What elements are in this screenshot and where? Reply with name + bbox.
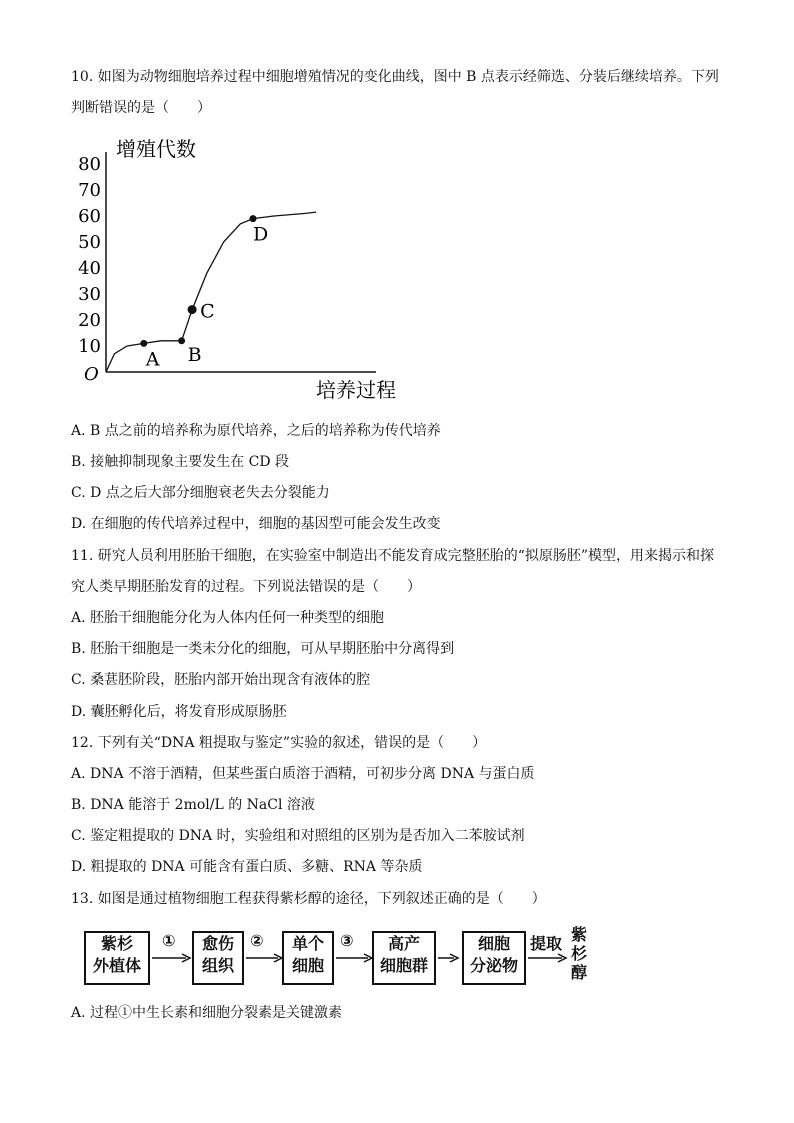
flow-step-1-label: ① xyxy=(162,931,176,950)
y-tick-label-40: 40 xyxy=(78,258,101,279)
y-tick-label-60: 60 xyxy=(78,206,101,227)
q11-stem-line2: 究人类早期胚胎发育的过程。下列说法错误的是（ ） xyxy=(71,579,421,595)
flow-box-explant xyxy=(84,931,150,985)
proliferation-chart xyxy=(70,130,430,410)
flow-box-explant-line2: 外植体 xyxy=(92,956,141,975)
flow-product-taxol xyxy=(568,925,590,982)
flow-box-callus-line2: 组织 xyxy=(201,956,234,975)
flow-step-extract-label: 提取 xyxy=(530,934,563,953)
flow-box-secretion-line2: 分泌物 xyxy=(469,956,518,975)
point-label-A: A xyxy=(145,348,160,371)
growth-curve xyxy=(106,212,316,372)
flow-step-3-label: ③ xyxy=(340,931,354,950)
flow-box-high-yield-line1: 高产 xyxy=(387,934,420,953)
flow-arrow-3 xyxy=(336,953,376,963)
flow-box-callus xyxy=(192,931,244,985)
flow-product-char-1: 紫 xyxy=(570,925,587,944)
y-tick-label-70: 70 xyxy=(78,180,101,201)
origin-label: O xyxy=(84,364,99,385)
q11-option-b: B. 胚胎干细胞是一类未分化的细胞，可从早期胚胎中分离得到 xyxy=(71,641,455,657)
q10-stem-line1: 10. 如图为动物细胞培养过程中细胞增殖情况的变化曲线，图中 B 点表示经筛选、分装后继续培养。下列 xyxy=(71,69,719,85)
x-axis-label: 培养过程 xyxy=(316,378,396,402)
flow-arrow-1 xyxy=(152,953,192,963)
q13-option-a: A. 过程①中生长素和细胞分裂素是关键激素 xyxy=(71,1005,343,1021)
y-tick-label-30: 30 xyxy=(78,284,101,305)
y-tick-label-80: 80 xyxy=(78,154,101,175)
flow-product-char-2: 杉 xyxy=(570,944,587,963)
y-tick-label-50: 50 xyxy=(78,232,101,253)
q13-stem: 13. 如图是通过植物细胞工程获得紫杉醇的途径，下列叙述正确的是（ ） xyxy=(71,891,546,907)
point-B xyxy=(178,337,185,344)
flow-step-2-label: ② xyxy=(250,931,264,950)
flow-box-single-cell-line2: 细胞 xyxy=(291,956,324,975)
q11-option-d: D. 囊胚孵化后，将发育形成原肠胚 xyxy=(71,704,287,720)
point-label-B: B xyxy=(187,343,202,366)
flow-box-single-cell xyxy=(282,931,334,985)
point-label-C: C xyxy=(200,300,215,323)
flow-product-char-3: 醇 xyxy=(570,963,587,982)
point-label-D: D xyxy=(253,223,269,246)
point-C xyxy=(188,305,197,314)
flow-box-explant-line1: 紫杉 xyxy=(100,934,133,953)
point-D xyxy=(250,215,257,222)
q12-option-a: A. DNA 不溶于酒精，但某些蛋白质溶于酒精，可初步分离 DNA 与蛋白质 xyxy=(71,766,535,782)
flow-arrow-4 xyxy=(438,953,462,963)
flow-box-high-yield-cells xyxy=(372,931,436,985)
flow-box-single-cell-line1: 单个 xyxy=(291,934,324,953)
flow-box-secretion-line1: 细胞 xyxy=(477,934,510,953)
y-axis-label: 增殖代数 xyxy=(116,137,196,161)
q10-option-b: B. 接触抑制现象主要发生在 CD 段 xyxy=(71,454,290,470)
taxol-flow-diagram xyxy=(80,925,600,995)
point-A xyxy=(140,340,147,347)
q10-stem-line2: 判断错误的是（ ） xyxy=(71,100,211,116)
q11-stem-line1: 11. 研究人员利用胚胎干细胞，在实验室中制造出不能发育成完整胚胎的“拟原肠胚”模型，用来揭示和探 xyxy=(71,548,715,564)
q11-option-a: A. 胚胎干细胞能分化为人体内任何一种类型的细胞 xyxy=(71,610,385,626)
q12-stem: 12. 下列有关“DNA 粗提取与鉴定”实验的叙述，错误的是（ ） xyxy=(71,735,487,751)
flow-box-high-yield-line2: 细胞群 xyxy=(379,956,428,975)
flow-box-secretion xyxy=(462,931,526,985)
q10-option-c: C. D 点之后大部分细胞衰老失去分裂能力 xyxy=(71,485,330,501)
q12-option-b: B. DNA 能溶于 2mol/L 的 NaCl 溶液 xyxy=(71,797,315,813)
y-tick-label-10: 10 xyxy=(78,336,101,357)
y-tick-label-20: 20 xyxy=(78,310,101,331)
flow-box-callus-line1: 愈伤 xyxy=(201,934,234,953)
q12-option-c: C. 鉴定粗提取的 DNA 时，实验组和对照组的区别为是否加入二苯胺试剂 xyxy=(71,828,525,844)
q11-option-c: C. 桑葚胚阶段，胚胎内部开始出现含有液体的腔 xyxy=(71,672,371,688)
q10-option-d: D. 在细胞的传代培养过程中，细胞的基因型可能会发生改变 xyxy=(71,516,441,532)
flow-arrow-2 xyxy=(246,953,286,963)
flow-arrow-5 xyxy=(528,953,570,963)
q12-option-d: D. 粗提取的 DNA 可能含有蛋白质、多糖、RNA 等杂质 xyxy=(71,859,423,875)
q10-option-a: A. B 点之前的培养称为原代培养，之后的培养称为传代培养 xyxy=(71,423,441,439)
